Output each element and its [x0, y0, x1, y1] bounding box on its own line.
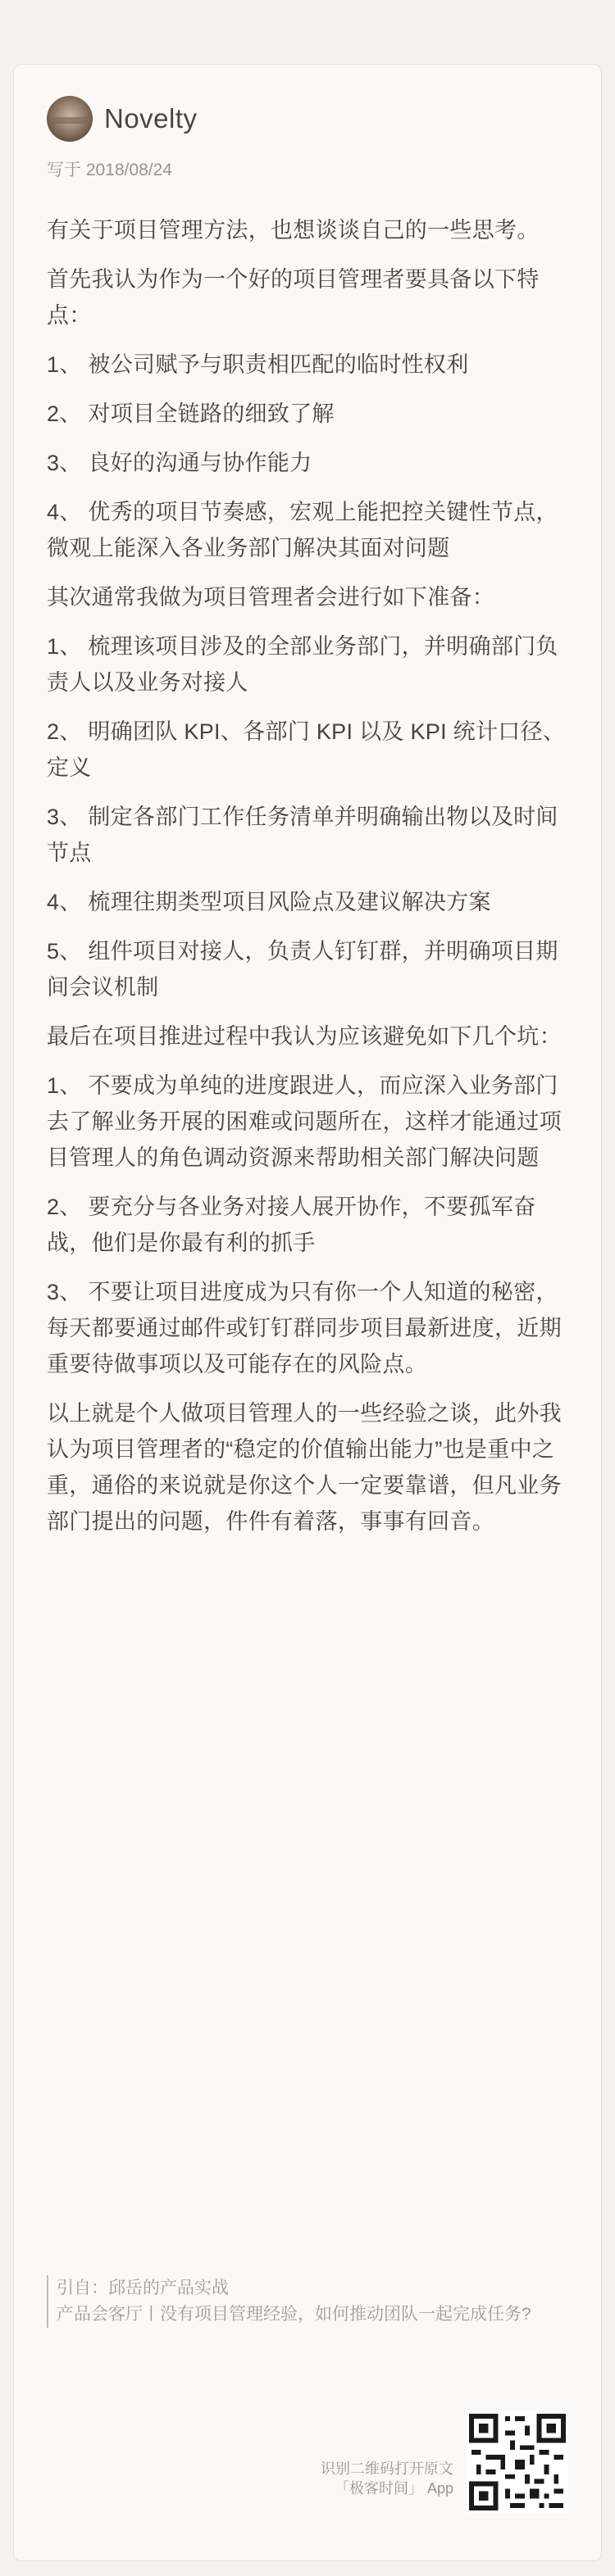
quote-source: 引自：邱岳的产品实战	[57, 2279, 229, 2297]
author-avatar[interactable]	[47, 96, 93, 142]
quote-text: 产品会客厅丨没有项目管理经验，如何推动团队一起完成任务?	[57, 2305, 531, 2324]
quote-block[interactable]	[47, 2275, 572, 2328]
paragraph-preparation-heading: 其次通常我做为项目管理者会进行如下准备：	[47, 585, 494, 610]
qr-hint	[321, 2459, 453, 2498]
paragraph-traits-heading: 首先我认为作为一个好的项目管理者要具备以下特点：	[47, 267, 540, 328]
qr-hint-line-1: 识别二维码打开原文	[321, 2460, 453, 2477]
paragraph-trait-4: 4、 优秀的项目节奏感，宏观上能把控关键性节点，微观上能深入各业务部门解决其面对问题	[47, 500, 558, 560]
paragraph-preparation-1: 1、 梳理该项目涉及的全部业务部门，并明确部门负责人以及业务对接人	[47, 634, 558, 695]
paragraph-pitfall-1: 1、 不要成为单纯的进度跟进人，而应深入业务部门去了解业务开展的困难或问题所在，这样才能通过项目管理人的角色调动资源来帮助相关部门解决问题	[47, 1073, 562, 1170]
paragraph-pitfalls-heading: 最后在项目推进过程中我认为应该避免如下几个坑：	[47, 1024, 562, 1049]
post-date: 写于 2018/08/24	[47, 161, 172, 179]
paragraph-intro: 有关于项目管理方法，也想谈谈自己的一些思考。	[47, 218, 540, 243]
paragraph-pitfall-3: 3、 不要让项目进度成为只有你一个人知道的秘密，每天都要通过邮件或钉钉群同步项目最新进度，近期重要待做事项以及可能存在的风险点。	[47, 1280, 562, 1376]
note-card	[13, 64, 602, 2561]
paragraph-preparation-4: 4、 梳理往期类型项目风险点及建议解决方案	[47, 890, 491, 914]
qr-hint-line-2: 「极客时间」 App	[334, 2480, 453, 2497]
paragraph-trait-2: 2、 对项目全链路的细致了解	[47, 401, 335, 426]
paragraph-conclusion: 以上就是个人做项目管理人的一些经验之谈，此外我认为项目管理者的“稳定的价值输出能力”也是重中之重，通俗的来说就是你这个人一定要靠谱，但凡业务部门提出的问题，件件有着落，事事有回音。	[47, 1401, 562, 1534]
paragraph-pitfall-2: 2、 要充分与各业务对接人展开协作，不要孤军奋战，他们是你最有利的抓手	[47, 1195, 536, 1255]
paragraph-trait-1: 1、 被公司赋予与职责相匹配的临时性权利	[47, 352, 469, 377]
note-content	[47, 212, 572, 1553]
paragraph-preparation-5: 5、 组件项目对接人，负责人钉钉群，并明确项目期间会议机制	[47, 939, 558, 1000]
paragraph-preparation-3: 3、 制定各部门工作任务清单并明确输出物以及时间节点	[47, 805, 558, 865]
author-name[interactable]: Novelty	[104, 103, 198, 134]
paragraph-preparation-2: 2、 明确团队 KPI、各部门 KPI 以及 KPI 统计口径、定义	[47, 719, 566, 780]
qr-code-icon[interactable]	[467, 2411, 568, 2513]
share-footer	[321, 2411, 568, 2513]
author-header	[47, 96, 198, 142]
paragraph-trait-3: 3、 良好的沟通与协作能力	[47, 451, 312, 475]
